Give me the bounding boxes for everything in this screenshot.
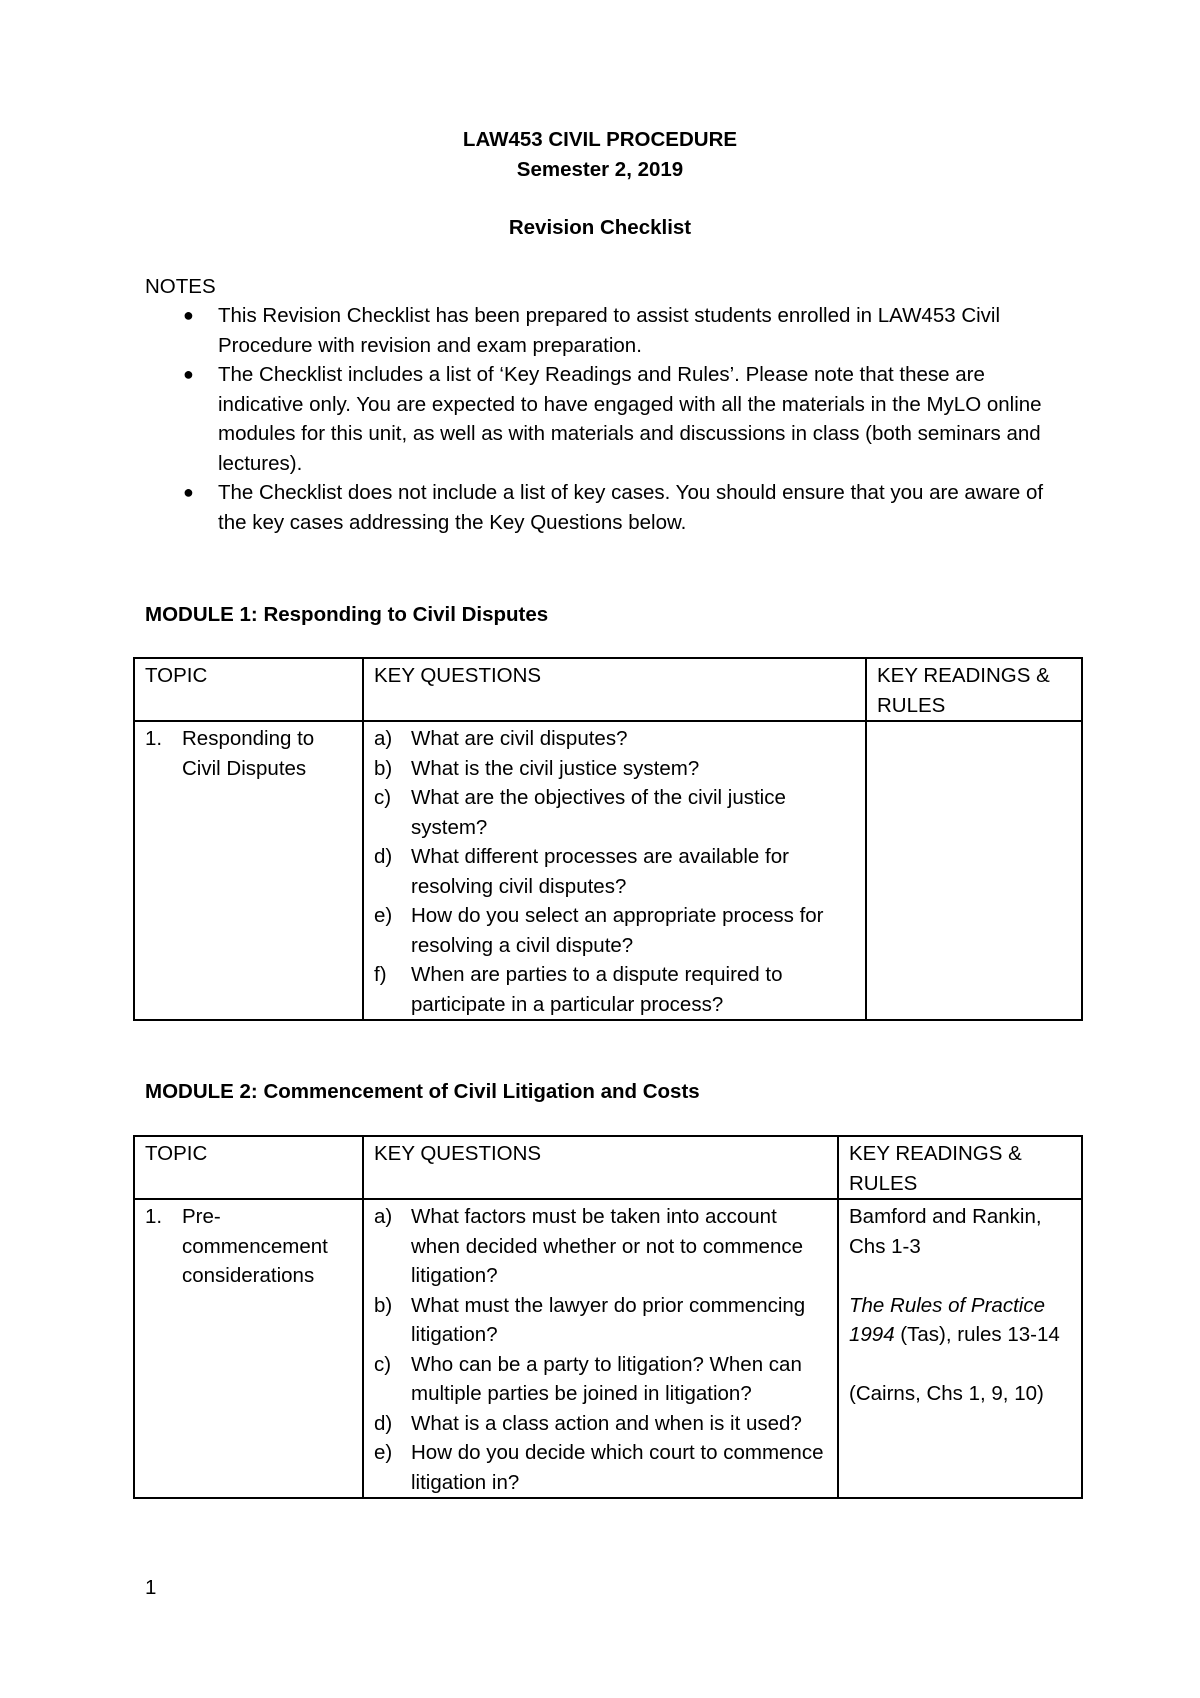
table-row [134,721,1082,1020]
questions-list [374,1202,827,1497]
module-1-table [133,657,1083,1021]
question-item: c) Who can be a party to litigation? When can multiple parties be joined in litigation? [374,1352,802,1405]
header-key-questions: KEY QUESTIONS [363,658,866,721]
question-item: e) How do you select an appropriate process for resolving a civil dispute? [374,904,824,957]
header-key-readings: KEY READINGS & RULES [838,1136,1082,1199]
readings-cell [866,721,1082,1020]
document-title: Revision Checklist [508,216,692,239]
table-row [134,1199,1082,1498]
topic-cell [134,721,363,1020]
question-item: a) What are civil disputes? [374,727,628,750]
header-key-readings: KEY READINGS & RULES [866,658,1082,721]
topic-name: Responding to Civil Disputes [182,727,315,780]
readings-cell [838,1199,1082,1498]
topic-number: 1. [145,1205,163,1228]
question-item: e) How do you decide which court to commence litigation in? [374,1441,824,1494]
questions-cell [363,721,866,1020]
header-topic: TOPIC [134,1136,363,1199]
module-2-title: MODULE 2: Commencement of Civil Litigation and Costs [145,1080,700,1103]
questions-cell [363,1199,838,1498]
bullet-icon: ● [183,305,194,325]
question-item: b) What must the lawyer do prior commencing litigation? [374,1293,806,1346]
question-item: d) What is a class action and when is it used? [374,1411,802,1435]
semester-line: Semester 2, 2019 [516,158,684,181]
question-item: f) When are parties to a dispute required to participate in a particular process? [374,963,783,1016]
reading-primary: Bamford and Rankin, Chs 1-3 [849,1205,1042,1258]
bullet-icon: ● [183,482,194,502]
notes-item: ● This Revision Checklist has been prepared to assist students enrolled in LAW453 Civil Procedure with revision and exam preparation. [145,301,1065,360]
notes-heading: NOTES [145,275,216,298]
questions-list [374,724,855,1019]
notes-item: ● The Checklist includes a list of ‘Key Readings and Rules’. Please note that these are indicative only. You are expected to have engaged with all the materials in the MyLO online modules for this unit, as well as with materials and discussions in class (both seminars and lectures). [145,360,1065,478]
header-topic: TOPIC [134,658,363,721]
bullet-icon: ● [183,364,194,384]
reading-rules: The Rules of Practice 1994 (Tas), rules 13-14 [849,1293,1060,1346]
table-header-row [134,1136,1082,1199]
topic-cell [134,1199,363,1498]
header-key-questions: KEY QUESTIONS [363,1136,838,1199]
course-title: LAW453 CIVIL PROCEDURE [462,128,738,151]
question-item: d) What different processes are available for resolving civil disputes? [374,845,789,898]
module-2-table [133,1135,1083,1499]
question-item: b) What is the civil justice system? [374,756,700,780]
reading-secondary: (Cairns, Chs 1, 9, 10) [849,1382,1044,1405]
table-header-row [134,658,1082,721]
notes-list [145,301,1065,537]
question-item: a) What factors must be taken into account when decided whether or not to commence litigation? [374,1205,804,1287]
question-item: c) What are the objectives of the civil justice system? [374,786,786,839]
page-number: 1 [145,1576,157,1599]
topic-name: Pre-commencement considerations [182,1205,328,1287]
topic-number: 1. [145,727,163,750]
module-1-title: MODULE 1: Responding to Civil Disputes [145,603,549,626]
notes-item: ● The Checklist does not include a list of key cases. You should ensure that you are aware of the key cases addressing the Key Questions below. [145,478,1065,537]
